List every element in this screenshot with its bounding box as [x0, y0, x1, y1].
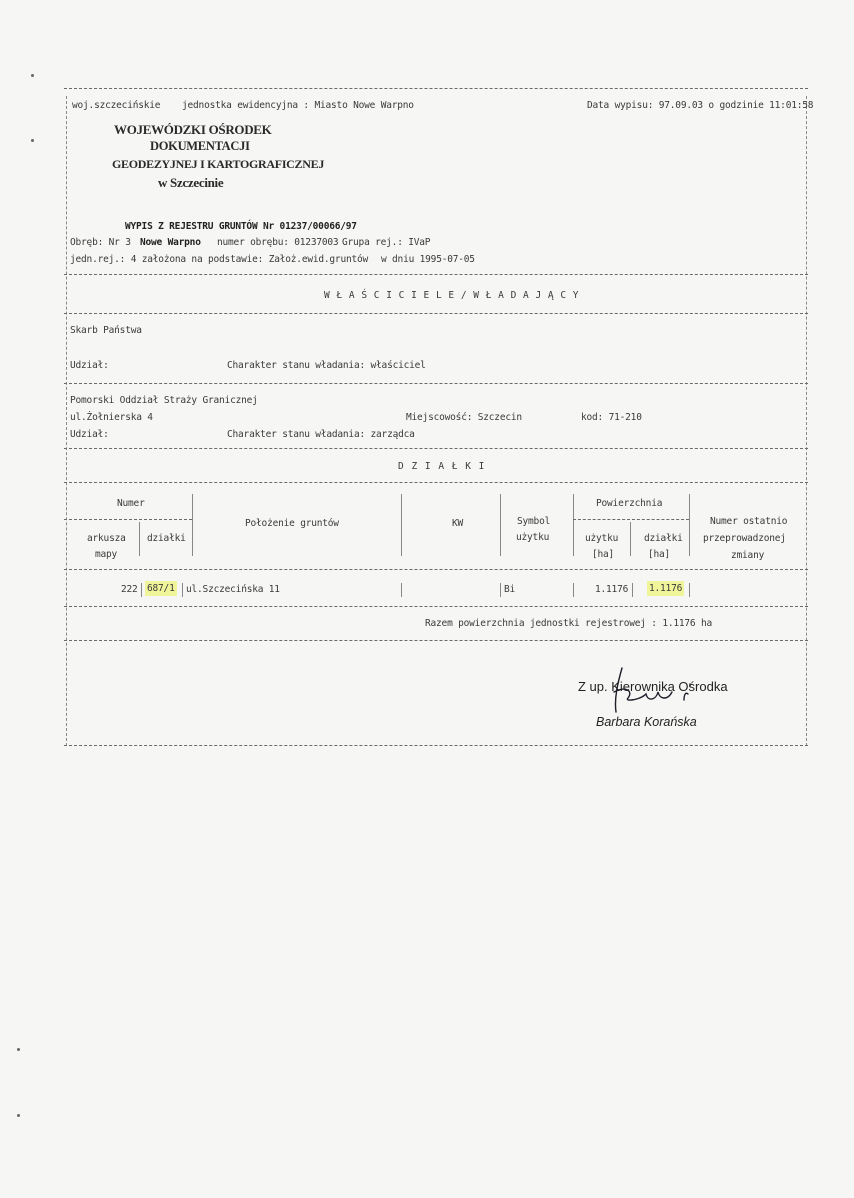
table-col-sep: [192, 494, 193, 556]
table-col-sep: [630, 522, 631, 556]
table-header-sheet: arkusza: [87, 533, 126, 544]
margin-dot: [31, 139, 34, 142]
header-voivodeship: woj.szczecińskie: [72, 100, 161, 111]
owner2-city: Miejscowość: Szczecin: [406, 412, 522, 423]
divider: [64, 640, 808, 641]
table-col-sep: [401, 494, 402, 556]
table-header-unit-1: [ha]: [592, 549, 615, 560]
obreb-name: Nowe Warpno: [140, 237, 201, 248]
table-header-number: Numer: [117, 498, 145, 509]
stamp-line-1: WOJEWÓDZKI OŚRODEK: [114, 122, 272, 137]
divider: [64, 313, 808, 314]
owner2-character: Charakter stanu władania: zarządca: [227, 429, 415, 440]
divider: [64, 274, 808, 275]
owner2-address: ul.Żołnierska 4: [70, 412, 153, 423]
table-col-sep: [573, 494, 574, 556]
table-subheader-line: [573, 519, 689, 520]
signature-name: Barbara Korańska: [596, 715, 697, 729]
table-col-sep: [689, 583, 690, 597]
stamp-line-3: GEODEZYJNEJ I KARTOGRAFICZNEJ: [112, 157, 325, 171]
table-col-sep: [401, 583, 402, 597]
owner2-share: Udział:: [70, 429, 109, 440]
owners-header: W Ł A Ś C I C I E L E / W Ł A D A J Ą C Y: [324, 290, 579, 301]
table-col-sep: [182, 583, 183, 597]
table-col-sep: [500, 494, 501, 556]
table-col-sep: [141, 583, 142, 597]
table-cell-sheet: 222: [121, 584, 138, 595]
table-header-area-plot: działki: [644, 533, 683, 544]
table-header-last-2: przeprowadzonej: [703, 533, 786, 544]
table-header-unit-2: [ha]: [648, 549, 671, 560]
table-header-last-1: Numer ostatnio: [710, 516, 788, 527]
table-header-symbol-2: użytku: [516, 532, 550, 543]
frame-right-line: [806, 96, 807, 746]
header-unit: jednostka ewidencyjna : Miasto Nowe Warpno: [182, 100, 414, 111]
divider: [64, 383, 808, 384]
owner2-name: Pomorski Oddział Straży Granicznej: [70, 395, 258, 406]
table-cell-area-use: 1.1176: [595, 584, 629, 595]
frame-left-line: [66, 96, 67, 746]
table-subheader-line: [64, 519, 192, 520]
table-header-area: Powierzchnia: [596, 498, 663, 509]
table-header-symbol-1: Symbol: [517, 516, 551, 527]
table-col-sep: [500, 583, 501, 597]
signature-line-1: Z up. Kierownika Ośrodka: [578, 679, 728, 694]
header-date: Data wypisu: 97.09.03 o godzinie 11:01:58: [587, 100, 814, 111]
signature-scribble: [600, 662, 710, 722]
table-cell-plot: 687/1: [147, 583, 175, 594]
table-header-plot: działki: [147, 533, 186, 544]
table-col-sep: [139, 522, 140, 556]
table-col-sep: [632, 583, 633, 597]
owner1-character: Charakter stanu władania: właściciel: [227, 360, 426, 371]
table-header-last-3: zmiany: [731, 550, 765, 561]
plots-header: D Z I A Ł K I: [398, 461, 486, 472]
table-col-sep: [689, 494, 690, 556]
divider: [64, 448, 808, 449]
table-header-sheet-2: mapy: [95, 549, 118, 560]
table-cell-area-plot: 1.1176: [649, 583, 683, 594]
jedn-date: w dniu 1995-07-05: [381, 254, 475, 265]
owner1-name: Skarb Państwa: [70, 325, 142, 336]
table-cell-symbol: Bi: [504, 584, 516, 595]
margin-dot: [31, 74, 34, 77]
table-cell-location: ul.Szczecińska 11: [186, 584, 280, 595]
margin-dot: [17, 1114, 20, 1117]
divider: [64, 482, 808, 483]
owner1-share: Udział:: [70, 360, 109, 371]
owner2-code: kod: 71-210: [581, 412, 642, 423]
table-header-kw: KW: [452, 518, 464, 529]
stamp-line-2: DOKUMENTACJI: [150, 139, 250, 153]
frame-bottom-line: [64, 745, 808, 746]
divider: [64, 606, 808, 607]
document-title: WYPIS Z REJESTRU GRUNTÓW Nr 01237/00066/97: [125, 221, 357, 232]
obreb-label: Obręb: Nr 3: [70, 237, 131, 248]
total-area: Razem powierzchnia jednostki rejestrowej : 1.1176 ha: [425, 618, 713, 629]
table-header-location: Położenie gruntów: [245, 518, 339, 529]
obreb-number: numer obrębu: 01237003: [217, 237, 339, 248]
frame-top-line: [64, 88, 808, 89]
margin-dot: [17, 1048, 20, 1051]
obreb-group: Grupa rej.: IVaP: [342, 237, 431, 248]
table-header-area-use: użytku: [585, 533, 619, 544]
jedn-text: jedn.rej.: 4 założona na podstawie: Założ.ewid.gruntów: [70, 254, 369, 265]
divider: [64, 569, 808, 570]
table-col-sep: [573, 583, 574, 597]
stamp-line-4: w Szczecinie: [158, 175, 224, 190]
